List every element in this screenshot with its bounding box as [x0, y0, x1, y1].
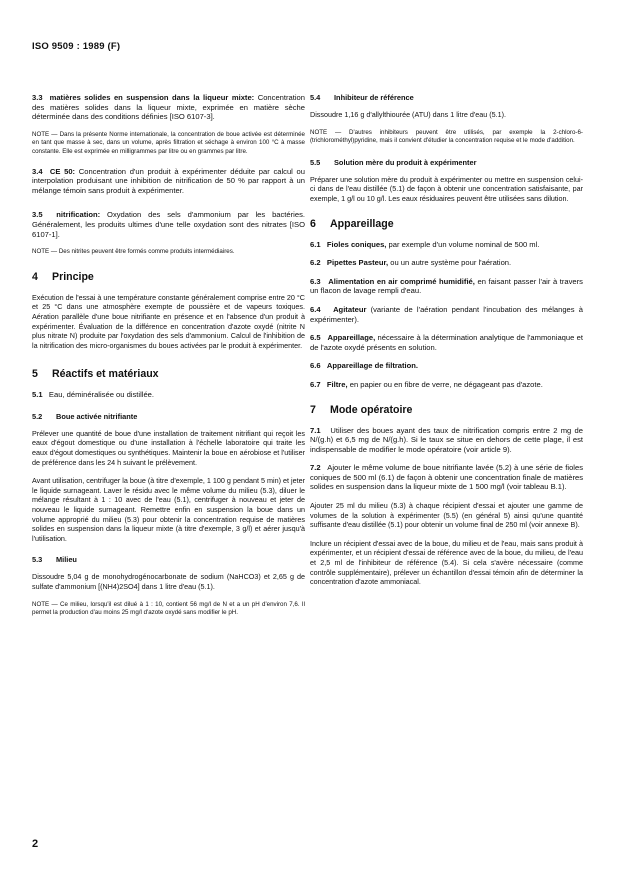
section-6-heading	[310, 218, 583, 230]
section-number: 5	[32, 368, 38, 381]
clause-text: en faisant passer l'air à travers un flacon de lavage rempli d'eau.	[310, 276, 583, 296]
clause-number: 6.5	[310, 333, 321, 343]
clause-text: Concentration d'un produit à expérimenter déduite par calcul ou interpolation produisant une inhibition de nitrification de 50 % par rapport à un mélange témoin sans produit à expérimenter.	[32, 166, 305, 195]
clause-3-5	[32, 210, 305, 239]
clause-number: 6.3	[310, 276, 321, 286]
page-header: ISO 9509 : 1989 (F)	[32, 41, 121, 52]
clause-6-7	[310, 380, 583, 390]
clause-text: Concentration des matières solides dans la liqueur mixte, exprimée en matière sèche déterminée dans des conditions définies [ISO 6107-3].	[32, 93, 305, 122]
clause-7-1	[310, 426, 583, 455]
clause-number: 5.2	[32, 411, 43, 421]
clause-number: 5.1	[32, 390, 43, 400]
clause-6-6	[310, 361, 583, 371]
clause-number: 6.6	[310, 361, 321, 371]
clause-term: Appareillage de filtration.	[326, 361, 419, 371]
clause-term: matières solides en suspension dans la liqueur mixte:	[49, 93, 255, 102]
clause-text: Utiliser des boues ayant des taux de nitrification compris entre 2 mg de N/(g.h) et 6,5 mg de N/(g.h). Si le taux se situe en dehors de cette plage, il est indispensable de modifier le mode opératoire (voir article 9).	[310, 425, 583, 454]
clause-term: nitrification:	[56, 210, 101, 220]
clause-6-1	[310, 240, 583, 250]
clause-text: Eau, déminéralisée ou distillée.	[48, 390, 155, 400]
clause-5-3-heading	[32, 555, 305, 564]
clause-5-5-heading	[310, 158, 583, 167]
clause-text: par exemple d'un volume nominal de 500 ml.	[388, 239, 540, 249]
clause-number: 5.5	[310, 157, 321, 167]
clause-5-5-text: Préparer une solution mère du produit à expérimenter ou mettre en suspension celui-ci dans de l'eau distillée (5.1) de façon à obtenir une concentration satisfaisante, par exemple, 1 g/l ou 10 g/l. Les eaux résiduaires peuvent être utilisées sans dilution.	[310, 174, 583, 203]
clause-number: 7.1	[310, 425, 321, 435]
clause-text: ou un autre système pour l'aération.	[390, 258, 512, 268]
clause-number: 6.2	[310, 258, 321, 268]
clause-title: Solution mère du produit à expérimenter	[334, 157, 477, 167]
clause-number: 3.4	[32, 166, 43, 176]
page-number: 2	[32, 838, 39, 850]
clause-text: Oxydation des sels d'ammonium par les bactéries. Généralement, les produits ultimes d'une telle oxydation sont des nitrates [ISO 6107-1].	[32, 210, 305, 239]
clause-number: 5.4	[310, 93, 321, 102]
section-4-text: Exécution de l'essai à une température constante généralement comprise entre 20 °C et 25 °C dans une atmosphère exempte de poussière et de vapeurs toxiques. Aération parallèle d'une boue nitrifiante en présence et en l'absence d'un produit à expérimenter. Évaluation de la différence en concentration d'azote oxydé (nitrite N plus nitrate N) produite par l'oxydation des sels d'ammonium. Calcul de l'inhibition de la nitrification des micro-organismes du boues activées par le produit à expérimenter.	[32, 292, 305, 350]
section-number: 4	[32, 270, 38, 283]
clause-number: 6.7	[310, 379, 321, 389]
clause-term: Filtre,	[326, 379, 348, 389]
clause-text: en papier ou en fibre de verre, ne dégageant pas d'azote.	[349, 379, 543, 389]
clause-3-3	[32, 93, 305, 122]
right-column	[310, 93, 583, 596]
clause-number: 5.3	[32, 555, 43, 565]
section-number: 6	[310, 217, 316, 230]
clause-7-2-para-3: Inclure un récipient d'essai avec de la boue, du milieu et de l'eau, mais sans produit à expérimenter, et un récipient d'essai de référence avec de la boue, du milieu, de l'eau et 2,5 ml de l'inhibiteur de référence (5.4). Si cela s'avère nécessaire (comme contrôle supplémentaire), prélever un échantillon d'essai témoin afin de déterminer la concentration d'azote ammoniacal.	[310, 538, 583, 587]
clause-6-3	[310, 277, 583, 296]
clause-term: Pipettes Pasteur,	[326, 258, 389, 268]
clause-5-1	[32, 390, 305, 400]
section-5-heading	[32, 368, 305, 380]
clause-5-4-text: Dissoudre 1,16 g d'allylthiourée (ATU) dans 1 litre d'eau (5.1).	[310, 110, 506, 119]
clause-6-4	[310, 305, 583, 324]
note: NOTE — Ce milieu, lorsqu'il est dilué à 1 : 10, contient 56 mg/l de N et a un pH d'environ 7,6. Il permet la production d'au moins 25 mg/l d'azote oxydé sans modifier le pH.	[32, 600, 305, 617]
clause-text: (variante de l'aération pendant l'incubation des mélanges à expérimenter).	[310, 304, 583, 324]
clause-title: Milieu	[56, 555, 77, 565]
clause-title: Inhibiteur de référence	[334, 93, 414, 102]
clause-5-2-para-2: Avant utilisation, centrifuger la boue (à titre d'exemple, 1 100 g pendant 5 min) et jeter le liquide surnageant. Laver le résidu avec le même volume du milieu (5.3), diluer le mélange résultant à 1 : 10 avec de l'eau (5.1), centrifuger à nouveau et jeter de nouveau le liquide surnageant. Remettre enfin en suspension la boue dans un volume approprié du milieu (5.3) pour obtenir la concentration requise de matières solides en suspension dans la liqueur mixte (à titre d'exemple, 3 g/l) et aérer jusqu'à l'utilisation.	[32, 476, 305, 543]
clause-number: 3.3	[32, 93, 43, 102]
clause-5-2-para-1: Prélever une quantité de boue d'une installation de traitement nitrifiant qui reçoit les eaux d'égout domestique ou d'une installation à l'échelle laboratoire qui traite les eaux d'égout domestiques ou synthétiques. Maintenir la boue en aérobiose et l'utiliser de préférence dans les 24 h suivant le prélèvement.	[32, 428, 305, 467]
section-7-heading	[310, 404, 583, 416]
clause-term: Fioles coniques,	[326, 239, 387, 249]
clause-term: Agitateur	[333, 304, 367, 314]
clause-text: Ajouter le même volume de boue nitrifiante lavée (5.2) à une série de fioles coniques de 500 ml (6.1) de façon à obtenir une concentration finale de matières solides en suspension dans la liqueur mixte de 1 500 mg/l (voir tableau B.1).	[310, 463, 583, 492]
clause-6-2	[310, 258, 583, 268]
section-number: 7	[310, 403, 316, 416]
clause-title: Boue activée nitrifiante	[56, 411, 138, 421]
clause-7-2-para-2: Ajouter 25 ml du milieu (5.3) à chaque récipient d'essai et ajouter une gamme de volumes de la solution à expérimenter (5.5) (en général 5) ainsi qu'une quantité suffisante d'eau distillée (5.1) pour obtenir un volume final de 250 ml (voir annexe B).	[310, 501, 583, 530]
clause-5-3-text: Dissoudre 5,04 g de monohydrogénocarbonate de sodium (NaHCO3) et 2,65 g de sulfate d'ammonium [(NH4)2SO4] dans 1 litre d'eau (5.1).	[32, 572, 305, 591]
section-4-heading	[32, 271, 305, 283]
section-title: Mode opératoire	[330, 403, 413, 416]
clause-text: nécessaire à la détermination analytique de l'ammoniaque et de l'azote oxydé présents en solution.	[310, 333, 583, 352]
clause-5-4-heading	[310, 93, 583, 102]
section-title: Réactifs et matériaux	[52, 368, 159, 381]
clause-7-2	[310, 463, 583, 492]
section-title: Principe	[52, 270, 94, 283]
clause-number: 6.4	[310, 304, 321, 314]
clause-term: Appareillage,	[327, 333, 376, 343]
clause-term: Alimentation en air comprimé humidifié,	[328, 276, 475, 286]
section-title: Appareillage	[330, 217, 394, 230]
clause-3-4	[32, 167, 305, 196]
clause-number: 6.1	[310, 239, 321, 249]
clause-number: 7.2	[310, 463, 321, 473]
note: NOTE — D'autres inhibiteurs peuvent être utilisés, par exemple la 2-chloro-6-(trichlorométhyl)pyridine, mais il convient d'étudier la concentration requise et le mode d'addition.	[310, 128, 583, 145]
clause-number: 3.5	[32, 210, 43, 220]
clause-term: CE 50:	[49, 166, 76, 176]
note: NOTE — Dans la présente Norme internationale, la concentration de boue activée est déterminée en tant que masse à sec, dans un volume, après filtration et séchage à environ 100 °C à masse constante. Elle est exprimée en milligrammes par litre ou en grammes par litre.	[32, 130, 305, 155]
clause-5-2-heading	[32, 412, 305, 421]
clause-6-5	[310, 333, 583, 352]
note: NOTE — Des nitrites peuvent être formés comme produits intermédiaires.	[32, 248, 235, 256]
left-column	[32, 93, 305, 628]
